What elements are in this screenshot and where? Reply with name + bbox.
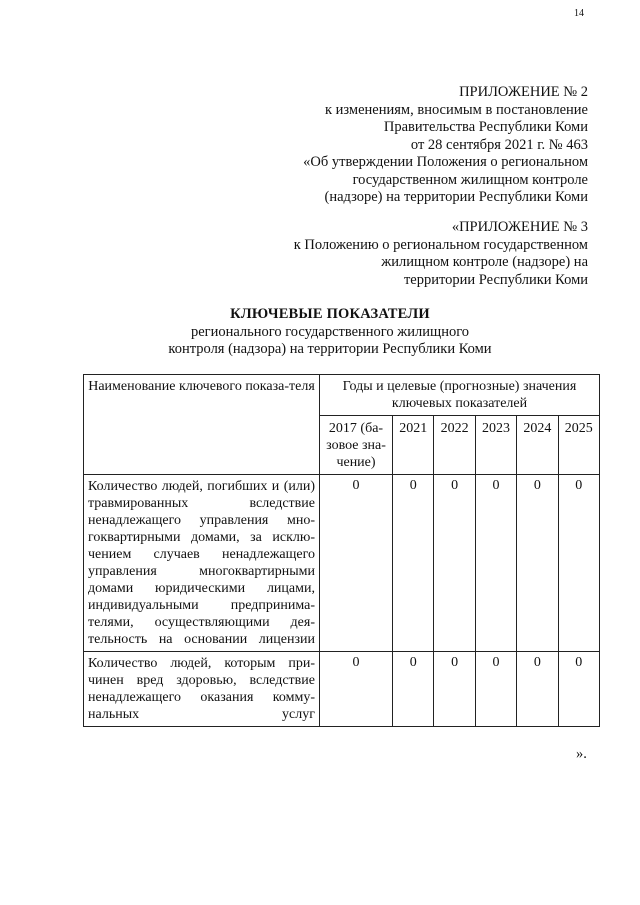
title-subtitle-line: контроля (надзора) на территории Республики Коми [168, 341, 492, 357]
indicator-name-cell: Количество людей, погибших и (или) травмированных вследствие ненадлежащего управления мно-гоквартирными домами, за исклю-чением случаев ненадлежащего управления многоквартирными домами юридическими лицами, индивидуальными предпринима-телями, осуществляющими дея-тельность на основании лицензии [84, 475, 320, 652]
header-years-group: Годы и целевые (прогнозные) значения ключевых показателей [320, 375, 600, 416]
value-cell: 0 [475, 475, 516, 652]
closing-quote-mark: ». [576, 746, 587, 762]
year-header: 2021 [393, 416, 434, 475]
value-cell: 0 [320, 652, 393, 727]
value-cell: 0 [393, 652, 434, 727]
year-header: 2022 [434, 416, 475, 475]
value-cell: 0 [434, 652, 475, 727]
appendix-outer-line: ПРИЛОЖЕНИЕ № 2 [459, 84, 588, 100]
appendix-inner-heading [294, 219, 588, 289]
appendix-outer-line: от 28 сентября 2021 г. № 463 [410, 136, 588, 153]
table-row [84, 652, 600, 727]
value-cell: 0 [517, 475, 558, 652]
year-header: 2023 [475, 416, 516, 475]
appendix-inner-line: к Положению о региональном государственном [293, 236, 588, 253]
value-cell: 0 [434, 475, 475, 652]
appendix-outer-heading [303, 84, 588, 207]
key-indicators-table [83, 374, 600, 727]
year-header-base: 2017 (ба-зовое зна-чение) [320, 416, 393, 475]
indicator-name-cell: Количество людей, которым при-чинен вред здоровью, вследствие ненадлежащего оказания комму-нальных услуг [84, 652, 320, 727]
title-subtitle-line: регионального государственного жилищного [190, 323, 470, 340]
value-cell: 0 [320, 475, 393, 652]
header-indicator-name: Наименование ключевого показа-теля [84, 375, 320, 475]
appendix-inner-line: «ПРИЛОЖЕНИЕ № 3 [451, 219, 588, 235]
page-number: 14 [574, 8, 584, 19]
year-header: 2025 [558, 416, 599, 475]
value-cell: 0 [558, 475, 599, 652]
value-cell: 0 [558, 652, 599, 727]
value-cell: 0 [517, 652, 558, 727]
appendix-outer-line: «Об утверждении Положения о региональном [303, 154, 588, 170]
appendix-outer-line: к изменениям, вносимым в постановление [324, 101, 588, 118]
value-cell: 0 [393, 475, 434, 652]
appendix-inner-line: территории Республики Коми [403, 271, 588, 288]
year-header: 2024 [517, 416, 558, 475]
document-title [80, 306, 580, 359]
appendix-outer-line: (надзоре) на территории Республики Коми [324, 189, 588, 205]
appendix-outer-line: Правительства Республики Коми [383, 119, 588, 135]
value-cell: 0 [475, 652, 516, 727]
title-main: КЛЮЧЕВЫЕ ПОКАЗАТЕЛИ [230, 306, 430, 322]
appendix-inner-line: жилищном контроле (надзоре) на [381, 254, 588, 270]
table-header-row [84, 375, 600, 416]
table-row [84, 475, 600, 652]
appendix-outer-line: государственном жилищном контроле [352, 171, 588, 188]
